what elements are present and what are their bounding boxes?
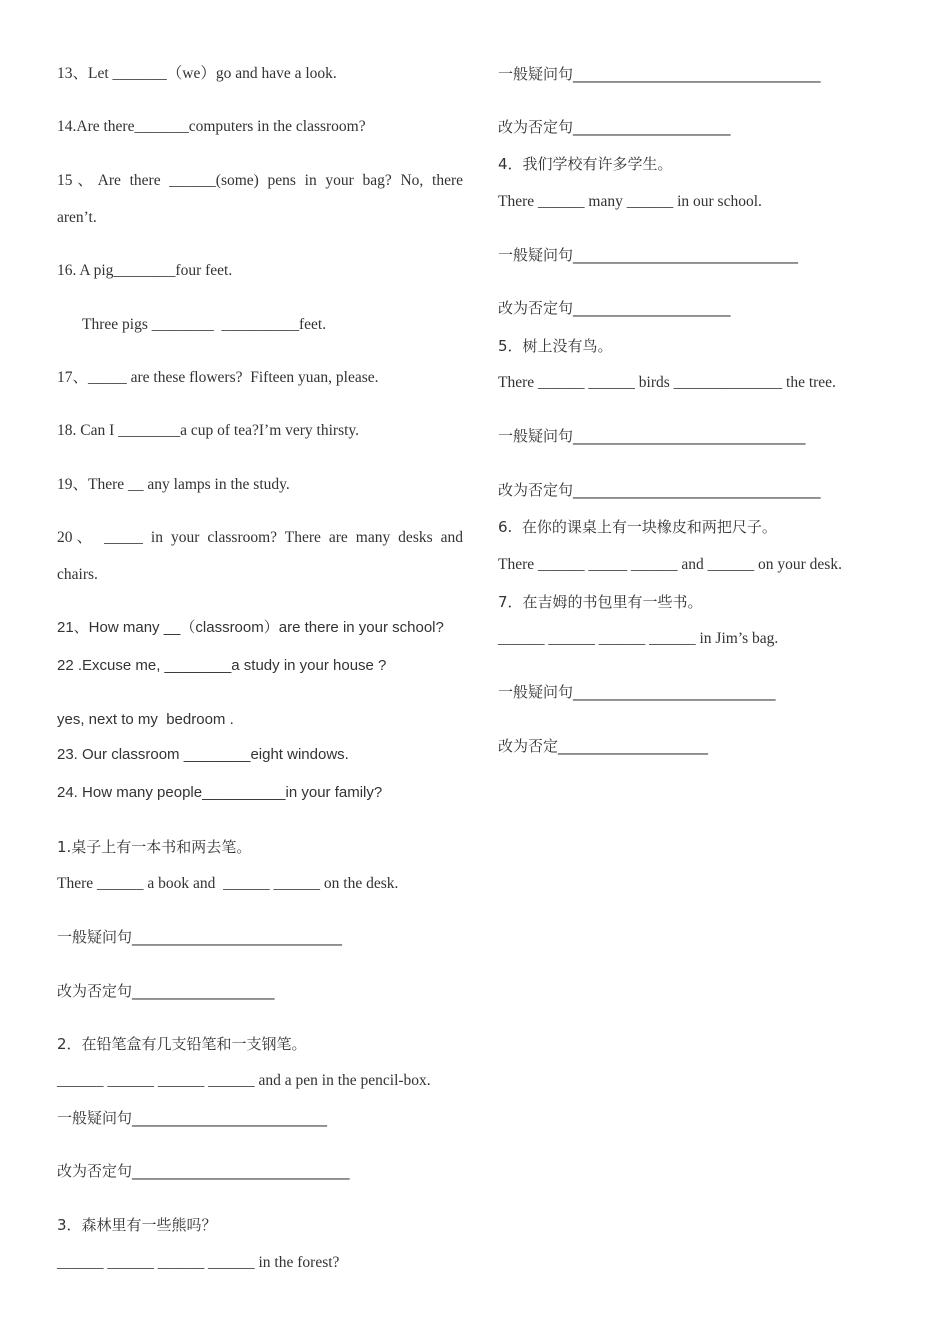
question-20-line2: chairs. (57, 566, 98, 583)
question-16-line2: Three pigs ________ __________feet. (82, 316, 327, 333)
question-24: 24. How many people__________in your family? (57, 784, 383, 801)
translation-7-prompt: 7．在吉姆的书包里有一些书。 (498, 593, 703, 611)
question-17: 17、_____ are these flowers? Fifteen yuan, please. (57, 369, 379, 386)
translation-3-question: 一般疑问句_________________________________ (498, 65, 821, 83)
translation-2-question: 一般疑问句__________________________ (57, 1109, 328, 1127)
question-19: 19、There __ any lamps in the study. (57, 476, 290, 493)
translation-1-negative: 改为否定句___________________ (57, 982, 275, 1000)
translation-4-negative: 改为否定句_____________________ (498, 299, 731, 317)
translation-6-sentence: There ______ _____ ______ and ______ on your desk. (498, 556, 842, 573)
translation-5-prompt: 5．树上没有鸟。 (498, 337, 613, 355)
question-18: 18. Can I ________a cup of tea?I’m very thirsty. (57, 422, 360, 439)
question-16: 16. A pig________four feet. (57, 262, 233, 279)
translation-3-prompt: 3．森林里有一些熊吗？ (57, 1216, 217, 1234)
question-15-line2: aren’t. (57, 209, 97, 226)
translation-4-question: 一般疑问句______________________________ (498, 246, 799, 264)
question-23: 23. Our classroom ________eight windows. (57, 746, 349, 763)
translation-4-prompt: 4．我们学校有许多学生。 (498, 155, 673, 173)
translation-5-question: 一般疑问句_______________________________ (498, 427, 806, 445)
question-14: 14.Are there_______computers in the classroom? (57, 118, 366, 135)
translation-7-negative: 改为否定____________________ (498, 737, 709, 755)
question-20-line1: 20、 _____ in your classroom? There are many desks and (57, 529, 463, 546)
question-22: 22 .Excuse me, ________a study in your house ? (57, 657, 387, 674)
translation-2-sentence: ______ ______ ______ ______ and a pen in the pencil-box. (57, 1072, 431, 1089)
question-13: 13、Let _______（we）go and have a look. (57, 65, 337, 82)
translation-3-negative: 改为否定句_____________________ (498, 118, 731, 136)
translation-6-prompt: 6. 在你的课桌上有一块橡皮和两把尺子。 (498, 518, 777, 536)
translation-4-sentence: There ______ many ______ in our school. (498, 193, 762, 210)
translation-1-question: 一般疑问句____________________________ (57, 928, 343, 946)
translation-5-negative: 改为否定句_________________________________ (498, 481, 821, 499)
question-21: 21、How many __（classroom）are there in your school? (57, 619, 444, 636)
translation-1-sentence: There ______ a book and ______ ______ on the desk. (57, 875, 399, 892)
translation-7-question: 一般疑问句___________________________ (498, 683, 776, 701)
translation-2-prompt: 2．在铅笔盒有几支铅笔和一支钢笔。 (57, 1035, 307, 1053)
question-15-line1: 15、Are there ______(some) pens in your bag? No, there (57, 172, 463, 189)
translation-7-sentence: ______ ______ ______ ______ in Jim’s bag. (498, 630, 779, 647)
translation-5-sentence: There ______ ______ birds ______________ the tree. (498, 374, 836, 391)
translation-2-negative: 改为否定句_____________________________ (57, 1162, 350, 1180)
translation-1-prompt: 1.桌子上有一本书和两去笔。 (57, 838, 252, 856)
question-22-answer: yes, next to my bedroom . (57, 711, 234, 728)
translation-3-sentence: ______ ______ ______ ______ in the forest? (57, 1254, 340, 1271)
